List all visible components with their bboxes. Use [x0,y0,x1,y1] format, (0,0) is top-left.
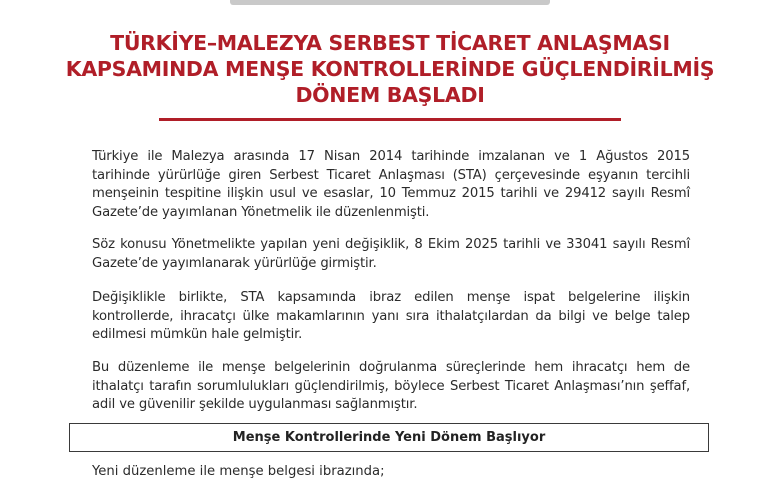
section-heading: Menşe Kontrollerinde Yeni Dönem Başlıyor [232,430,546,445]
title-line-1: TÜRKİYE–MALEZYA SERBEST TİCARET ANLAŞMASI [110,31,670,55]
title-line-2: KAPSAMINDA MENŞE KONTROLLERİNDE GÜÇLENDİRİLMİŞ [65,57,715,81]
section-heading-box [69,423,709,452]
paragraph-3: Değişiklikle birlikte, STA kapsamında ibraz edilen menşe ispat belgelerine ilişkin kontrollerde, ihracatçı ülke makamlarının yanı sıra ithalatçılardan da bilgi ve belge talep edilmesi mümkün hale gelmiştir. [92,290,690,342]
title-underline [159,118,621,121]
page-title [0,30,780,108]
paragraph-1: Türkiye ile Malezya arasında 17 Nisan 2014 tarihinde imzalanan ve 1 Ağustos 2015 tarihinde yürürlüğe giren Serbest Ticaret Anlaşması (STA) çerçevesinde eşyanın tercihli menşeinin tespitine ilişkin usul ve esaslar, 10 Temmuz 2015 tarihli ve 29412 sayılı Resmî Gazete’de yayımlanan Yönetmelik ile düzenlenmişti. [92,149,690,220]
paragraph-2: Söz konusu Yönetmelikte yapılan yeni değişiklik, 8 Ekim 2025 tarihli ve 33041 sayılı Resmî Gazete’de yayımlanarak yürürlüğe girmiştir. [92,237,690,271]
paragraph-4: Bu düzenleme ile menşe belgelerinin doğrulanma süreçlerinde hem ihracatçı hem de ithalatçı tarafın sorumlulukları güçlendirilmiş, böylece Serbest Ticaret Anlaşması’nın şeffaf, adil ve güvenilir şekilde uygulanması sağlanmıştır. [92,360,690,412]
top-cropped-banner [230,0,550,5]
title-line-3: DÖNEM BAŞLADI [295,83,485,107]
cropped-next-line: Yeni düzenleme ile menşe belgesi ibrazında; [92,464,385,479]
